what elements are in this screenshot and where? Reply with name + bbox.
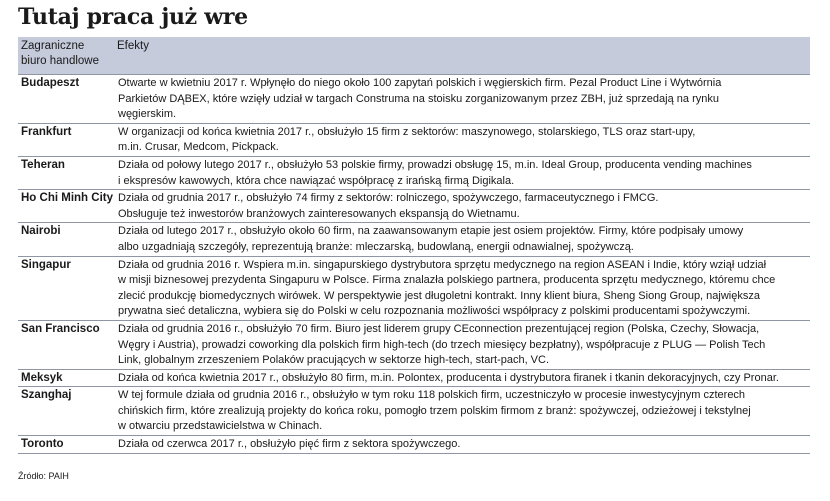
effects-line: chińskich firm, które zrealizują projekty do końca roku, pomogło trzem polskim firmom z branż: spożywczej, odzieżowej i tekstylnej	[118, 404, 751, 417]
header-office: Zagraniczne biuro handlowe	[18, 37, 114, 75]
effects-line: W tej formule działa od grudnia 2016 r., obsłużyło w tym roku 118 polskich firm, uczestniczyło w procesie inwestycyjnym czterech	[118, 389, 746, 402]
effects-line: Parkietów DĄBEX, które wzięły udział w targach Construma na stoisku zorganizowanym przez ZBH, już sprzedają na rynku	[118, 92, 719, 105]
office-city: Meksyk	[18, 369, 114, 387]
effects-line: Działa od czerwca 2017 r., obsłużyło pięć firm z sektora spożywczego.	[118, 438, 461, 451]
office-effects	[114, 123, 810, 156]
office-effects	[114, 75, 810, 124]
trade-offices-table	[18, 37, 810, 454]
office-effects	[114, 387, 810, 436]
office-city: Ho Chi Minh City	[18, 190, 114, 223]
office-effects	[114, 436, 810, 454]
effects-line: albo uzgadniają szczegóły, reprezentują branże: mleczarską, budowlaną, energii odnawialnej, spożywczą.	[118, 240, 634, 253]
table-row	[18, 156, 810, 189]
office-effects	[114, 256, 810, 320]
office-effects	[114, 223, 810, 256]
effects-line: Węgry i Austria), prowadzi coworking dla polskich firm high-tech (do trzech miesięcy bezpłatny), współpracuje z PLUG — Polish Tech	[118, 338, 766, 351]
table-row	[18, 436, 810, 454]
table-row	[18, 387, 810, 436]
effects-line: Działa od grudnia 2016 r. Wspiera m.in. singapurskiego dystrybutora sprzętu medycznego na region ASEAN i Indie, który wziął udział	[118, 258, 767, 271]
effects-line: W organizacji od końca kwietnia 2017 r., obsłużyło 15 firm z sektorów: maszynowego, stolarskiego, TLS oraz start-upy,	[118, 125, 696, 138]
table-row	[18, 123, 810, 156]
table-row	[18, 369, 810, 387]
effects-line: m.in. Crusar, Medcom, Pickpack.	[118, 141, 279, 154]
office-city: Teheran	[18, 156, 114, 189]
office-city: Budapeszt	[18, 75, 114, 124]
table-row	[18, 256, 810, 320]
office-city: Singapur	[18, 256, 114, 320]
header-effects: Efekty	[114, 37, 810, 75]
effects-line: prywatna sieć detaliczna, wybiera się do Polski w celu rozpoznania możliwości współpracy z polskimi producentami spożywczymi.	[118, 305, 751, 318]
table-row	[18, 223, 810, 256]
effects-line: zlecić produkcję biomedycznych wirówek. W perspektywie jest długoletni kontrakt. Inny klient biura, Sheng Siong Group, największa	[118, 289, 760, 302]
table-row	[18, 190, 810, 223]
office-city: San Francisco	[18, 320, 114, 369]
office-city: Nairobi	[18, 223, 114, 256]
page-title: Tutaj praca już wre	[18, 4, 248, 30]
effects-line: Działa od lutego 2017 r., obsłużyło około 60 firm, na zaawansowanym etapie jest osiem projektów. Firmy, które podpisały umowy	[118, 225, 744, 238]
effects-line: Działa od połowy lutego 2017 r., obsłużyło 53 polskie firmy, prowadzi obsługę 15, m.in. Ideal Group, producenta vending machines	[118, 158, 752, 171]
effects-line: Działa od grudnia 2016 r., obsłużyło 70 firm. Biuro jest liderem grupy CEconnection prezentującej region (Polska, Czechy, Słowacja,	[118, 322, 760, 335]
effects-line: węgierskim.	[118, 108, 177, 121]
effects-line: w misji biznesowej prezydenta Singapuru w Polsce. Firma znalazła polskiego partnera, producenta sprzętu medycznego, któremu chce	[118, 274, 776, 287]
effects-line: Działa od końca kwietnia 2017 r., obsłużyło 80 firm, m.in. Polontex, producenta i dystrybutora firanek i tkanin dekoracyjnych, czy Pronar.	[118, 371, 779, 384]
office-city: Szanghaj	[18, 387, 114, 436]
table-header	[18, 37, 810, 75]
office-city: Toronto	[18, 436, 114, 454]
effects-line: Otwarte w kwietniu 2017 r. Wpłynęło do niego około 100 zapytań polskich i węgierskich firm. Pezal Product Line i Wytwórnia	[118, 77, 722, 89]
table-row	[18, 75, 810, 124]
effects-line: w otwarciu przedstawicielstwa w Chinach.	[118, 420, 323, 433]
effects-line: Link, globalnym zrzeszeniem Polaków pracujących w sektorze high-tech, start-pach, VC.	[118, 354, 550, 367]
office-city: Frankfurt	[18, 123, 114, 156]
office-effects	[114, 190, 810, 223]
source-note: Źródło: PAIH	[18, 471, 69, 481]
effects-line: Obsługuje też inwestorów branżowych zainteresowanych ekspansją do Wietnamu.	[118, 207, 520, 220]
effects-line: i ekspresów kawowych, która chce nawiązać współpracę z irańską firmą Digikala.	[118, 174, 515, 187]
effects-line: Działa od grudnia 2017 r., obsłużyło 74 firmy z sektorów: rolniczego, spożywczego, farmaceutycznego i FMCG.	[118, 192, 659, 205]
office-effects	[114, 369, 810, 387]
office-effects	[114, 156, 810, 189]
office-effects	[114, 320, 810, 369]
table-row	[18, 320, 810, 369]
